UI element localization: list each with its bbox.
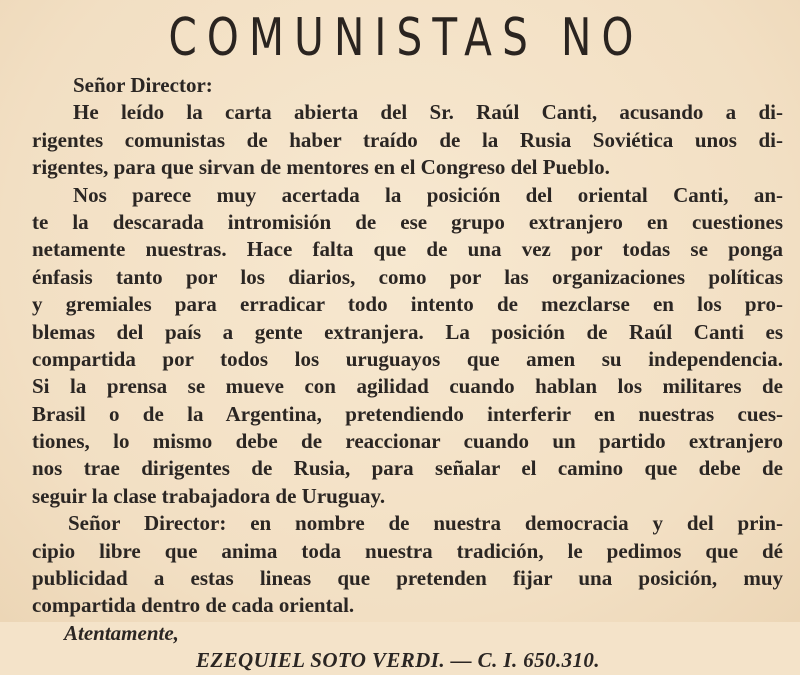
paragraph-2-line-1: Nos parece muy acertada la posición del oriental Canti, an- [73,182,783,207]
headline: COMUNISTAS NO [168,8,644,68]
paragraph-1-line-1: He leído la carta abierta del Sr. Raúl Canti, acusando a di- [73,100,783,125]
paragraph-3-line-3: publicidad a estas lineas que pretenden fijar una posición, muy [32,566,783,591]
paragraph-2-line-6: blemas del país a gente extranjera. La posición de Raúl Canti es [32,319,783,344]
paragraph-2-line-3: netamente nuestras. Hace falta que de una vez por todas se ponga [32,237,783,262]
paragraph-2-line-9: Brasil o de la Argentina, pretendiendo interferir en nuestras cues- [32,401,783,426]
paragraph-2-line-5: y gremiales para erradicar todo intento de mezclarse en los pro- [32,292,783,317]
signature-line: EZEQUIEL SOTO VERDI. — C. I. 650.310. [196,648,600,673]
paragraph-2-line-12: seguir la clase trabajadora de Uruguay. [32,483,386,508]
paragraph-2-line-11: nos trae dirigentes de Rusia, para señalar el camino que debe de [32,456,783,481]
paragraph-1-line-2: rigentes comunistas de haber traído de la Rusia Soviética unos di- [32,127,783,152]
paragraph-2-line-2: te la descarada intromisión de ese grupo extranjero en cuestiones [32,209,783,234]
paragraph-2-line-8: Si la prensa se mueve con agilidad cuando hablan los militares de [32,374,783,399]
letter-body [32,72,783,675]
closing-line: Atentamente, [64,620,179,645]
salutation-line: Señor Director: [73,73,213,97]
paragraph-3-line-1: Señor Director: en nombre de nuestra democracia y del prin- [68,511,783,536]
paragraph-2-line-7: compartida por todos los uruguayos que amen su independencia. [32,346,783,371]
paragraph-3-line-4: compartida dentro de cada oriental. [32,593,355,618]
paragraph-1-line-3: rigentes, para que sirvan de mentores en el Congreso del Pueblo. [32,155,610,180]
paragraph-2-line-4: énfasis tanto por los diarios, como por las organizaciones políticas [32,264,783,289]
paragraph-3-line-2: cipio libre que anima toda nuestra tradición, le pedimos que dé [32,538,783,563]
paragraph-2-line-10: tiones, lo mismo debe de reaccionar cuando un partido extranjero [32,429,783,454]
